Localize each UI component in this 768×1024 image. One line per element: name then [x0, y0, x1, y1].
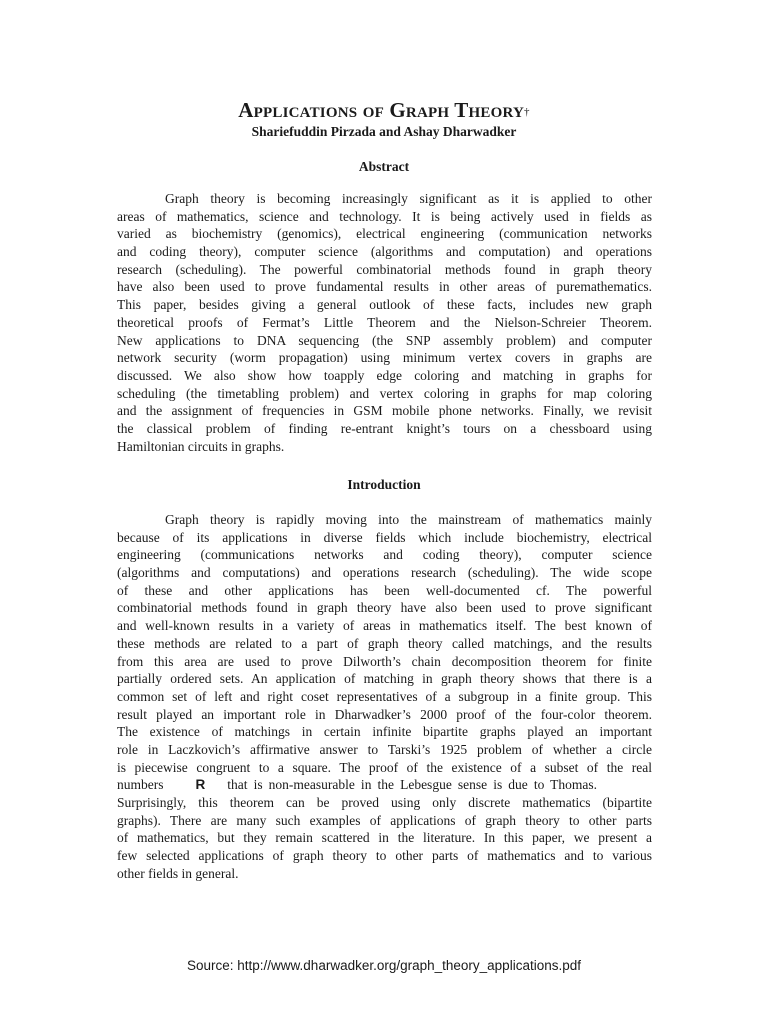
- abstract-line: scheduling (the timetabling problem) and vertex coloring in graphs for map coloring: [117, 385, 652, 401]
- introduction-line: of mathematics, but they remain scattered in the literature. In this paper, we present a: [117, 830, 652, 846]
- paper-title: [0, 97, 768, 123]
- introduction-line: The existence of matchings in certain infinite bipartite graphs played an important: [117, 724, 652, 740]
- abstract-paragraph: [117, 190, 652, 455]
- abstract-line: the classical problem of finding re-entrant knight’s tours on a chessboard using: [117, 420, 652, 436]
- introduction-line: (algorithms and computations) and operations research (scheduling). The wide scope: [117, 565, 652, 581]
- abstract-line: discussed. We also show how toapply edge coloring and matching in graphs for: [117, 367, 652, 383]
- introduction-line: from this area are used to prove Dilworth’s chain decomposition theorem for finite: [117, 653, 652, 669]
- introduction-line: common set of left and right coset representatives of a subgroup in a finite group. This: [117, 688, 652, 704]
- introduction-line: graphs). There are many such examples of applications of graph theory to other parts: [117, 812, 652, 828]
- introduction-line: and well-known results in a variety of areas in mathematics itself. The best known of: [117, 618, 652, 634]
- title-footnote-mark: †: [523, 106, 530, 118]
- abstract-line: Hamiltonian circuits in graphs.: [117, 438, 285, 454]
- abstract-line: This paper, besides giving a general outlook of these facts, includes new graph: [117, 297, 652, 313]
- abstract-line: New applications to DNA sequencing (the SNP assembly problem) and computer: [117, 332, 652, 348]
- paper-authors: Shariefuddin Pirzada and Ashay Dharwadker: [251, 124, 517, 139]
- abstract-line: Graph theory is becoming increasingly significant as it is applied to other: [165, 191, 652, 206]
- abstract-line: network security (worm propagation) using minimum vertex covers in graphs are: [117, 350, 652, 366]
- introduction-line: of these and other applications has been well-documented cf. The powerful: [117, 582, 652, 598]
- abstract-line: research (scheduling). The powerful combinatorial methods found in graph theory: [117, 261, 652, 277]
- abstract-heading: Abstract: [358, 159, 410, 174]
- introduction-line: engineering (communications networks and coding theory), computer science: [117, 547, 652, 563]
- introduction-line: combinatorial methods found in graph theory have also been used to prove significant: [117, 600, 652, 616]
- abstract-line: and the assignment of frequencies in GSM mobile phone networks. Finally, we revisit: [117, 403, 652, 419]
- introduction-line: partially ordered sets. An application of matching in graph theory shows that there is a: [117, 671, 652, 687]
- abstract-line: have also been used to prove fundamental results in other areas of puremathematics.: [117, 279, 652, 295]
- introduction-line: these methods are related to a part of graph theory called matchings, and the results: [117, 635, 652, 651]
- introduction-line-with-symbol: [117, 776, 652, 794]
- paper-title-text: Applications of Graph Theory: [238, 98, 524, 122]
- introduction-line: other fields in general.: [117, 865, 239, 881]
- abstract-line: theoretical proofs of Fermat’s Little Theorem and the Nielson-Schreier Theorem.: [117, 314, 652, 330]
- introduction-heading: Introduction: [347, 477, 421, 492]
- introduction-line-text: that is non-measurable in the Lebesgue sense is due to Thomas.: [227, 777, 598, 793]
- introduction-line: few selected applications of graph theory to other parts of mathematics and to various: [117, 848, 652, 864]
- introduction-paragraph: [117, 511, 652, 882]
- introduction-line: Graph theory is rapidly moving into the mainstream of mathematics mainly: [165, 512, 652, 527]
- abstract-line: areas of mathematics, science and technology. It is being actively used in fields as: [117, 208, 652, 224]
- introduction-line: is piecewise congruent to a square. The proof of the existence of a subset of the real: [117, 759, 652, 775]
- introduction-line: because of its applications in diverse fields which include biochemistry, electrical: [117, 529, 652, 545]
- real-numbers-symbol: R: [195, 777, 206, 793]
- introduction-line: result played an important role in Dharwadker’s 2000 proof of the four-color theorem.: [117, 706, 652, 722]
- abstract-line: varied as biochemistry (genomics), electrical engineering (communication networks: [117, 226, 652, 242]
- introduction-line: role in Laczkovich’s affirmative answer to Tarski’s 1925 problem of whether a circle: [117, 741, 652, 757]
- abstract-line: and coding theory), computer science (algorithms and computation) and operations: [117, 244, 652, 260]
- introduction-line: Surprisingly, this theorem can be proved using only discrete mathematics (bipartite: [117, 795, 652, 810]
- source-citation: Source: http://www.dharwadker.org/graph_theory_applications.pdf: [187, 958, 581, 973]
- introduction-line-text: numbers: [117, 777, 164, 793]
